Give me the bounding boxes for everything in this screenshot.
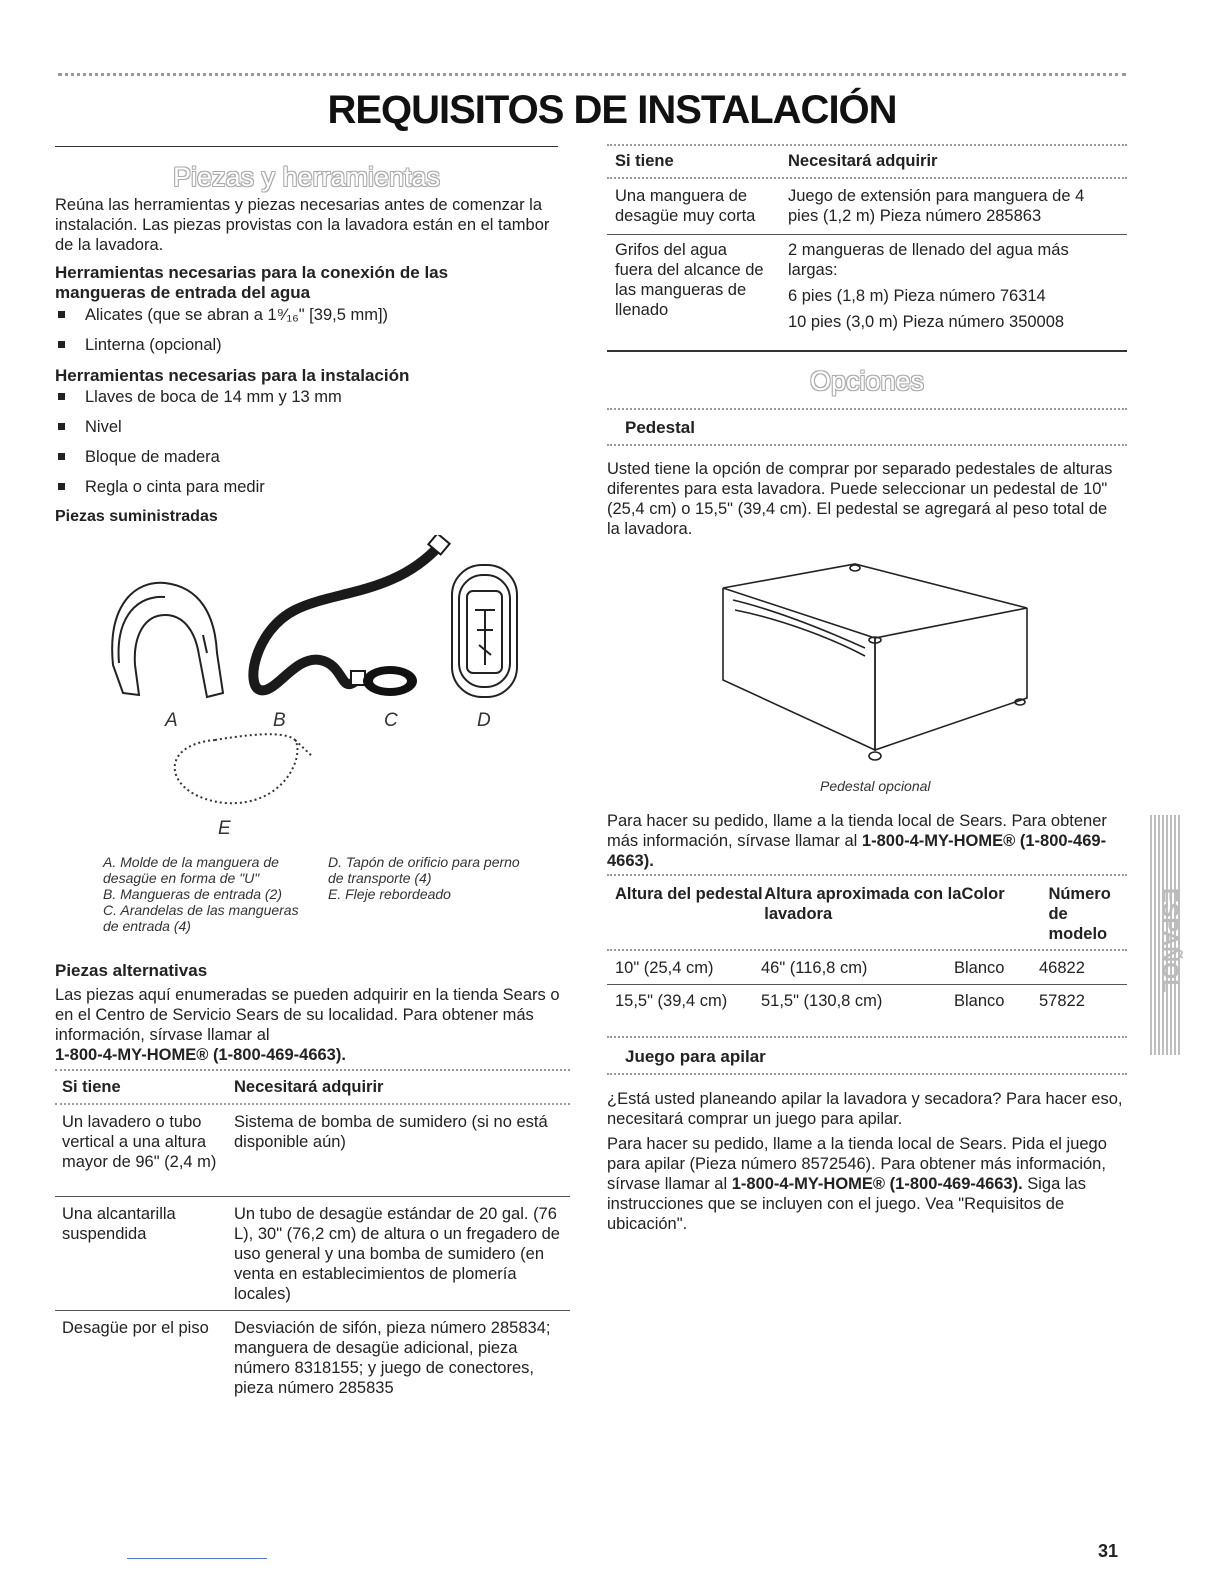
row-divider [55,1310,570,1311]
cell: Blanco [954,959,1005,977]
cell: 51,5" (130,8 cm) [761,992,883,1010]
pedestal-bottom-rule [607,444,1127,446]
transport-bolt-plug-icon [452,565,517,697]
part-label-e: E [218,818,231,839]
table-row [615,991,1120,1011]
cell-need: Un tubo de desagüe estándar de 20 gal. (76 L), 30" (76,2 cm) de altura o un fregadero de uso general y una bomba de sumidero (en venta en establecimientos de plomería locales) [234,1205,560,1303]
alt-parts-table-body [62,1112,567,1182]
options-heading: Opciones [809,366,925,396]
row-divider [55,1196,570,1197]
bottom-link-line [127,1558,267,1559]
supplied-heading: Piezas suministradas [55,508,218,525]
table-row [62,1112,567,1182]
stack-phone-2: (1-800-469-4663). [889,1175,1023,1193]
list-item: Llaves de boca de 14 mm y 13 mm [55,387,560,407]
row-divider [607,984,1127,985]
right-col-header-need: Necesitará adquirir [788,152,938,170]
stack-text-2 [607,1134,1127,1234]
u-shaped-mold-icon [112,583,223,697]
cell: 57822 [1039,992,1085,1010]
list-item: Bloque de madera [55,447,560,467]
caption-b: B. Mangueras de entrada (2) [103,886,282,902]
cell-have: Una alcantarilla suspendida [62,1205,176,1243]
pedestal-heading: Pedestal [625,418,695,437]
right-row1-have: Una manguera de desagüe muy corta [615,187,756,225]
pedestal-illustration [715,560,1035,770]
stack-bottom-rule [607,1073,1127,1075]
alt-parts-intro [55,985,560,1065]
cell-have: Desagüe por el piso [62,1319,209,1337]
table-row [62,1318,567,1398]
stack-text-1: ¿Está usted planeando apilar la lavadora y secadora? Para hacer eso, necesitará comprar un juego para apilar. [607,1090,1123,1128]
pedestal-table-header [615,884,1120,944]
caption-d: D. Tapón de orificio para perno de transporte (4) [328,854,520,886]
list-item: Nivel [55,417,560,437]
list-item: Linterna (opcional) [55,335,560,355]
alt-phone: 1-800-4-MY-HOME® (1-800-469-4663). [55,1046,346,1064]
tools-hose-heading: Herramientas necesarias para la conexión de las mangueras de entrada del agua [55,263,449,302]
cell: Blanco [954,992,1005,1010]
page-number: 31 [1098,1541,1119,1561]
ped-table-top-rule [607,874,1127,876]
alt-parts-table-body-3 [62,1318,567,1398]
right-row2-need [788,240,1118,332]
page-title: REQUISITOS DE INSTALACIÓN [327,88,897,132]
row-divider [607,234,1127,235]
need-line: 2 mangueras de llenado del agua más largas: [788,241,1069,279]
tools-install-list [55,387,560,497]
col-header-color: Color [961,885,1005,903]
part-label-d: D [477,710,491,731]
options-rule [607,350,1127,352]
cell: 46" (116,8 cm) [761,959,868,977]
side-tab-label: ESPAÑOL [1158,888,1183,993]
cell-need: Sistema de bomba de sumidero (si no está disponible aún) [234,1113,548,1151]
order-text-body: Para hacer su pedido, llame a la tienda local de Sears. Para obtener más información, sírvase llamar al [607,812,1107,850]
part-label-a: A [165,710,178,731]
right-row1-need: Juego de extensión para manguera de 4 pies (1,2 m) Pieza número 285863 [788,187,1085,225]
order-phone: 1-800-4-MY-HOME® (1-800-469-4663). [607,832,1107,870]
inlet-hose-icon [253,535,449,690]
alt-intro-text: Las piezas aquí enumeradas se pueden adquirir en la tienda Sears o en el Centro de Servicio Sears de su localidad. Para obtener más información, sírvase llamar al [55,986,560,1044]
tools-hose-list [55,305,560,355]
cell: 15,5" (39,4 cm) [615,992,728,1010]
pedestal-top-rule [607,408,1127,410]
stack-text-2a: Para hacer su pedido, llame a la tienda local de Sears. Pida el juego para apilar (Pieza número 8572546). Para obtener más información, sírvase llamar al [607,1135,1107,1193]
section-heading-parts-tools: Piezas y herramientas [172,162,441,192]
caption-e: E. Fleje rebordeado [328,886,451,902]
beaded-strap-icon [175,734,313,803]
captions-right [328,854,528,902]
table-header-row [615,884,1120,944]
col-header-approx-height: Altura aproximada con la lavadora [764,885,962,923]
hose-washer-icon [363,666,417,696]
caption-a: A. Molde de la manguera de desagüe en forma de "U" [103,854,279,886]
col-header-need: Necesitará adquirir [234,1078,384,1096]
col-header-have: Si tiene [62,1078,121,1096]
alt-table-top-rule [55,1069,570,1071]
caption-c: C. Arandelas de las mangueras de entrada (4) [103,902,299,934]
alt-parts-table-body-2 [62,1204,567,1304]
table-row [62,1204,567,1304]
table-row [615,958,1120,978]
cell: 10" (25,4 cm) [615,959,714,977]
tools-install-heading: Herramientas necesarias para la instalación [55,366,410,385]
list-item: Alicates (que se abran a 1⁹⁄₁₆" [39,5 mm]) [55,305,560,325]
stack-phone-1: 1-800-4-MY-HOME® [731,1175,886,1193]
top-rule [58,73,1126,76]
cell: 46822 [1039,959,1085,977]
pedestal-caption: Pedestal opcional [820,778,931,794]
pedestal-text: Usted tiene la opción de comprar por separado pedestales de alturas diferentes para esta lavadora. Puede seleccionar un pedestal de 10" (25,4 cm) o 15,5" (39,4 cm). El pedestal se agregará al peso total de la lavadora. [607,460,1113,538]
col-header-pedestal-height: Altura del pedestal [615,885,763,903]
pedestal-table-row-1 [615,958,1120,978]
stack-top-rule [607,1036,1127,1038]
need-line: 10 pies (3,0 m) Pieza número 350008 [788,313,1065,331]
intro-text: Reúna las herramientas y piezas necesarias antes de comenzar la instalación. Las piezas provistas con la lavadora están en el tambor de la lavadora. [55,196,550,254]
captions-left [103,854,318,934]
alt-table-header-rule [55,1103,570,1105]
supplied-parts-illustration [95,535,535,815]
pedestal-table-row-2 [615,991,1120,1011]
stack-text-2b: Siga las instrucciones que se incluyen con el juego. Vea "Requisitos de ubicación". [607,1175,1086,1233]
col-header-model: Número de modelo [1048,885,1111,943]
right-table-top-rule [607,144,1127,146]
cell-have: Un lavadero o tubo vertical a una altura mayor de 96" (2,4 m) [62,1113,217,1171]
right-col-header-have: Si tiene [615,152,674,170]
left-section-rule [55,146,558,147]
cell-need: Desviación de sifón, pieza número 285834; manguera de desagüe adicional, pieza número 8318155; y juego de conectores, pieza número 285835 [234,1319,551,1397]
right-table-header-rule [607,177,1127,179]
table-header-row [62,1077,567,1103]
list-item: Regla o cinta para medir [55,477,560,497]
part-label-c: C [384,710,398,731]
right-row2-have: Grifos del agua fuera del alcance de las mangueras de llenado [615,241,764,319]
alt-parts-table [62,1077,567,1103]
part-label-b: B [273,710,286,731]
stack-heading: Juego para apilar [625,1047,766,1066]
alt-parts-heading: Piezas alternativas [55,961,208,980]
need-line: 6 pies (1,8 m) Pieza número 76314 [788,287,1046,305]
ped-table-header-rule [607,949,1127,951]
order-text [607,811,1127,871]
